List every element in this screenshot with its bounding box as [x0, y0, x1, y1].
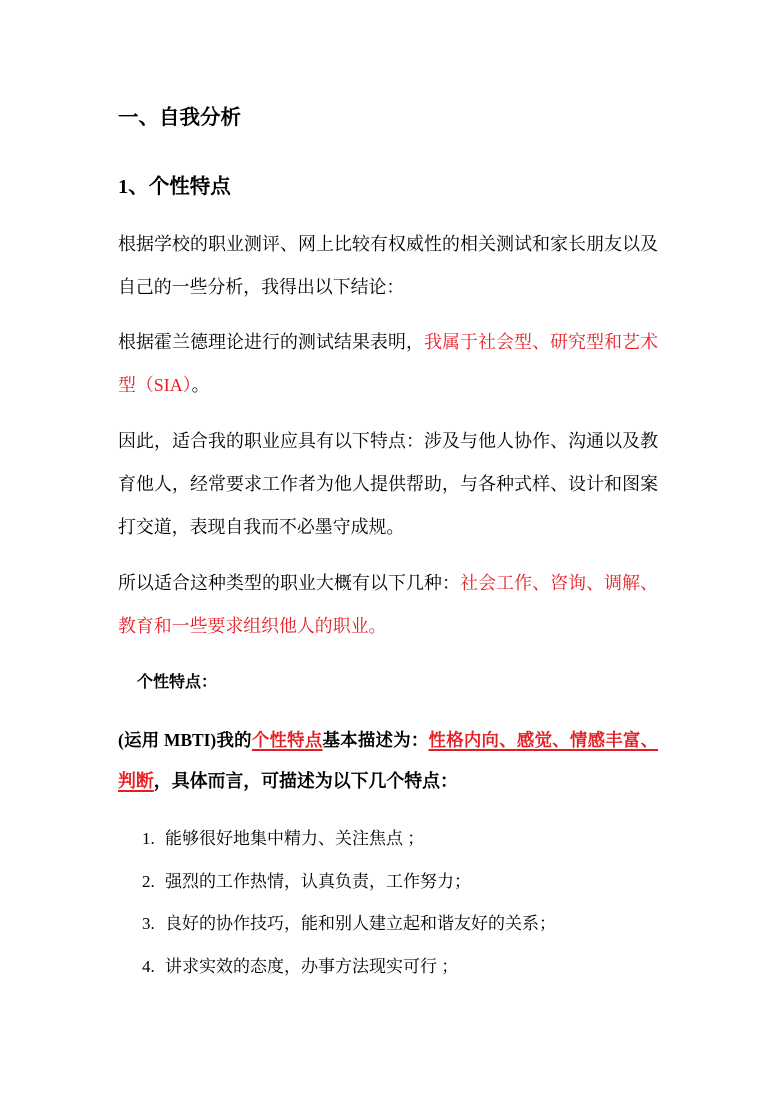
- mbti-intro-text: (运用 MBTI)我的: [118, 730, 252, 750]
- basic-description-text: 基本描述为：: [322, 730, 429, 750]
- paragraph-3-line-3: 打交道，表现自我而不必墨守成规。: [118, 517, 405, 537]
- personality-traits-highlight: 个性特点: [251, 730, 323, 750]
- paragraph-2-line-1: [118, 329, 658, 355]
- holland-intro-text: 根据霍兰德理论进行的测试结果表明，: [118, 332, 425, 352]
- list-item-text: 讲求实效的态度，办事方法现实可行 ；: [165, 957, 459, 976]
- paragraph-1-line-2: 自己的一些分析，我得出以下结论：: [118, 277, 405, 297]
- trait-list-item: [142, 954, 458, 980]
- list-item-text: 强烈的工作热情，认真负责，工作努力；: [165, 872, 471, 891]
- list-number: 1.: [142, 829, 155, 848]
- paragraph-5-line-2: [118, 768, 658, 794]
- career-intro-text: 所以适合这种类型的职业大概有以下几种：: [118, 573, 461, 593]
- paragraph-2-line-2: [118, 372, 658, 398]
- paragraph-4-line-2: 教育和一些要求组织他人的职业。: [118, 616, 387, 636]
- paragraph-4-line-1: [118, 570, 658, 596]
- list-number: 3.: [142, 914, 155, 933]
- mbti-subheading: 个性特点：: [137, 674, 218, 691]
- holland-period: 。: [191, 375, 210, 395]
- trait-list-item: [142, 869, 471, 895]
- paragraph-1-line-1: 根据学校的职业测评、网上比较有权威性的相关测试和家长朋友以及: [118, 234, 658, 254]
- trait-list-item: [142, 911, 556, 937]
- paragraph-5-line-1: [118, 727, 658, 753]
- trait-list-item: [142, 826, 424, 852]
- section-heading-self-analysis: 一、自我分析: [118, 107, 241, 129]
- list-number: 2.: [142, 872, 155, 891]
- paragraph-3-line-2: 育他人，经常要求工作者为他人提供帮助，与各种式样、设计和图案: [118, 474, 658, 494]
- list-number: 4.: [142, 957, 155, 976]
- holland-result-highlight-cont: 型（SIA）: [118, 375, 192, 395]
- subsection-heading-personality: 1、个性特点: [118, 176, 231, 198]
- list-item-text: 能够很好地集中精力、关注焦点 ；: [165, 829, 425, 848]
- paragraph-3-line-1: 因此，适合我的职业应具有以下特点：涉及与他人协作、沟通以及教: [118, 431, 658, 451]
- holland-result-highlight: 我属于社会型、研究型和艺术: [424, 332, 658, 352]
- list-item-text: 良好的协作技巧，能和别人建立起和谐友好的关系；: [165, 914, 556, 933]
- mbti-type-highlight: 性格内向、感觉、情感丰富、: [428, 730, 658, 750]
- career-list-highlight: 社会工作、咨询、调解、: [460, 573, 658, 593]
- specific-description-text: ，具体而言，可描述为以下几个特点：: [153, 771, 458, 791]
- mbti-type-highlight-cont: 判断: [118, 771, 154, 791]
